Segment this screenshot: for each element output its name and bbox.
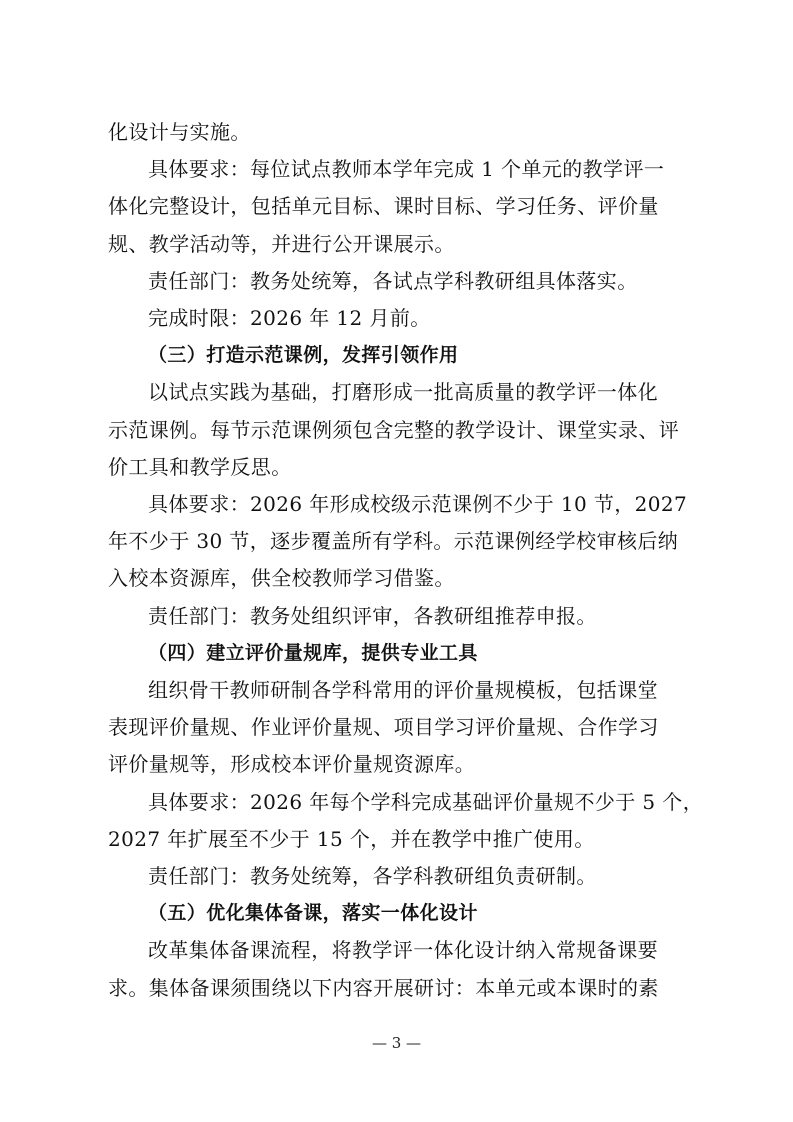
paragraph-line: 化设计与实施。	[108, 120, 251, 144]
section-heading: （四）建立评价量规库，提供专业工具	[148, 641, 478, 664]
paragraph-line: 完成时限：2026 年 12 月前。	[148, 306, 431, 330]
paragraph-line: 入校本资源库，供全校教师学习借鉴。	[108, 566, 455, 591]
section-heading: （三）打造示范课例，发挥引领作用	[148, 344, 459, 367]
paragraph-line: 规、教学活动等，并进行公开课展示。	[108, 231, 455, 256]
paragraph-line: 体化完整设计，包括单元目标、课时目标、学习任务、评价量	[108, 194, 659, 219]
paragraph-line: 责任部门：教务处统筹，各试点学科教研组具体落实。	[148, 268, 638, 293]
paragraph-line: 改革集体备课流程，将教学评一体化设计纳入常规备课要	[148, 938, 658, 963]
paragraph-line: 具体要求：2026 年每个学科完成基础评价量规不少于 5 个，	[148, 789, 704, 814]
paragraph-line: 2027 年扩展至不少于 15 个，并在教学中推广使用。	[108, 826, 595, 851]
paragraph-line: 组织骨干教师研制各学科常用的评价量规模板，包括课堂	[148, 678, 658, 702]
paragraph-line: 评价量规等，形成校本评价量规资源库。	[108, 752, 476, 777]
paragraph-line: 表现评价量规、作业评价量规、项目学习评价量规、合作学习	[108, 715, 659, 740]
paragraph-line: 示范课例。每节示范课例须包含完整的教学设计、课堂实录、评	[108, 417, 680, 442]
paragraph-line: 具体要求：每位试点教师本学年完成 1 个单元的教学评一	[148, 157, 665, 182]
paragraph-line: 以试点实践为基础，打磨形成一批高质量的教学评一体化	[148, 380, 658, 405]
section-heading: （五）优化集体备课，落实一体化设计	[148, 902, 478, 925]
paragraph-line: 价工具和教学反思。	[108, 454, 292, 479]
page-number: — 3 —	[371, 1034, 422, 1052]
paragraph-line: 责任部门：教务处统筹，各学科教研组负责研制。	[148, 864, 597, 888]
paragraph-line: 求。集体备课须围绕以下内容开展研讨：本单元或本课时的素	[108, 975, 659, 1000]
paragraph-line: 具体要求：2026 年形成校级示范课例不少于 10 节，2027	[148, 492, 688, 516]
paragraph-line: 责任部门：教务处组织评审，各教研组推荐申报。	[148, 603, 597, 628]
paragraph-line: 年不少于 30 节，逐步覆盖所有学科。示范课例经学校审核后纳	[108, 529, 679, 554]
